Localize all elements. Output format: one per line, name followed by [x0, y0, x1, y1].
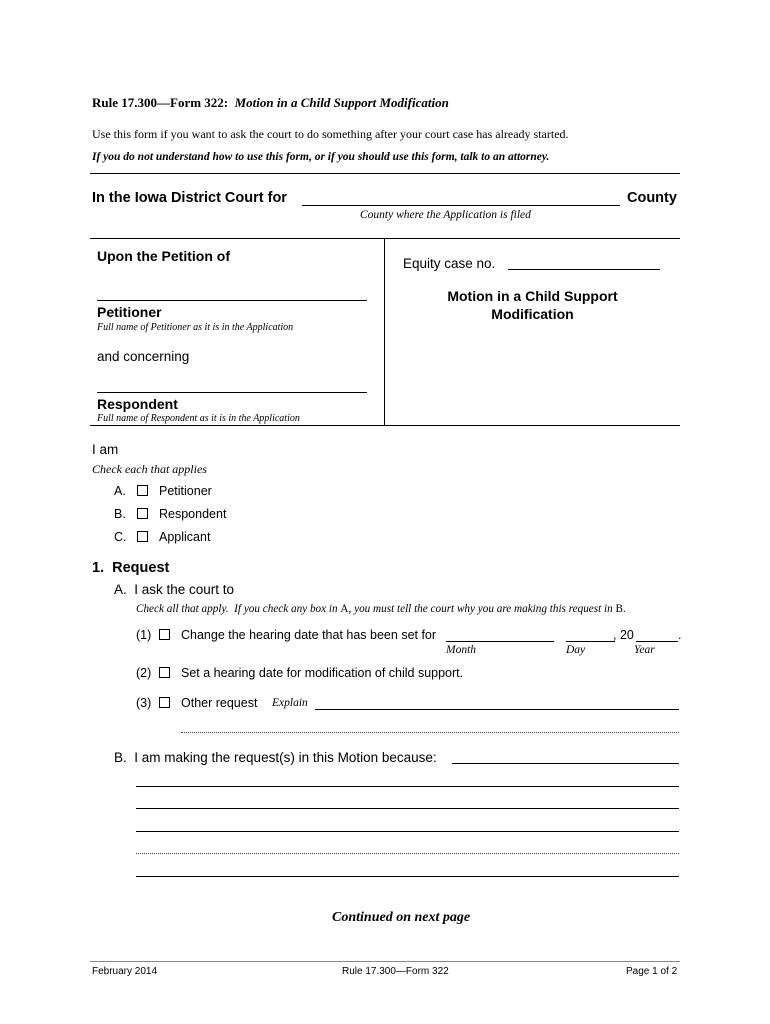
- explain-field-line-2[interactable]: [181, 732, 679, 733]
- hearing-year-field[interactable]: [636, 641, 678, 642]
- request-a-label: A. I ask the court to: [114, 582, 235, 597]
- reason-line-6[interactable]: [136, 876, 679, 877]
- reason-line-5[interactable]: [136, 853, 679, 854]
- footer-rule: [90, 961, 680, 962]
- respondent-label: Respondent: [97, 396, 178, 412]
- rule-number: Rule 17.300—Form 322:: [92, 95, 229, 110]
- reason-field[interactable]: [452, 763, 679, 764]
- explain-hint: Explain: [272, 697, 308, 709]
- petitioner-checkbox[interactable]: [137, 485, 148, 496]
- hearing-day-field[interactable]: [566, 641, 615, 642]
- month-hint: Month: [446, 644, 477, 656]
- request-item-2-num: (2): [136, 666, 152, 680]
- request-item-1-num: (1): [136, 628, 152, 642]
- reason-line-4[interactable]: [136, 831, 679, 832]
- petitioner-hint: Full name of Petitioner as it is in the Application: [97, 322, 294, 333]
- respondent-hint: Full name of Respondent as it is in the Application: [97, 413, 300, 424]
- caption-divider: [384, 238, 385, 425]
- date-end: .: [678, 628, 682, 642]
- county-hint: County where the Application is filed: [360, 209, 531, 221]
- request-item-3-num: (3): [136, 696, 152, 710]
- other-request-label: Other request: [181, 696, 258, 710]
- county-suffix: County: [627, 190, 677, 206]
- equity-case-field[interactable]: [508, 269, 660, 270]
- petition-of-label: Upon the Petition of: [97, 248, 230, 264]
- respondent-option-label: Respondent: [159, 507, 227, 521]
- request-heading: 1. Request: [92, 560, 170, 576]
- header-rule: [90, 173, 680, 174]
- footer-form-number: Rule 17.300—Form 322: [342, 966, 449, 977]
- applicant-checkbox[interactable]: [137, 531, 148, 542]
- option-letter-c: C.: [114, 530, 127, 544]
- caption-top-rule: [90, 238, 680, 239]
- form-title: Motion in a Child Support Modification: [234, 95, 449, 110]
- footer-date: February 2014: [92, 966, 158, 977]
- option-letter-a: A.: [114, 484, 126, 498]
- i-am-label: I am: [92, 442, 119, 457]
- document-title-line1: Motion in a Child Support: [447, 288, 618, 304]
- petitioner-label: Petitioner: [97, 304, 162, 320]
- footer-page-number: Page 1 of 2: [626, 966, 678, 977]
- request-a-hint: Check all that apply. If you check any box in A, you must tell the court why you are making this request in B.: [136, 603, 626, 615]
- document-title: [420, 287, 645, 323]
- year-hint: Year: [634, 644, 655, 656]
- hearing-month-field[interactable]: [446, 641, 554, 642]
- form-header: [92, 95, 449, 111]
- court-label: In the Iowa District Court for: [92, 190, 287, 206]
- applicant-option-label: Applicant: [159, 530, 211, 544]
- document-title-line2: Modification: [491, 306, 574, 322]
- respondent-field[interactable]: [97, 392, 367, 393]
- reason-line-3[interactable]: [136, 808, 679, 809]
- change-hearing-date-checkbox[interactable]: [159, 629, 170, 640]
- caption-bottom-rule: [90, 425, 680, 426]
- intro-text: Use this form if you want to ask the court to do something after your court case has already started.: [92, 127, 569, 141]
- explain-field[interactable]: [315, 709, 679, 710]
- i-am-hint: Check each that applies: [92, 462, 207, 476]
- continued-note: Continued on next page: [332, 910, 471, 925]
- attorney-warning: If you do not understand how to use this form, or if you should use this form, talk to an attorney.: [92, 151, 550, 163]
- day-hint: Day: [566, 644, 586, 656]
- equity-case-label: Equity case no.: [403, 256, 496, 271]
- set-hearing-date-label: Set a hearing date for modification of child support.: [181, 666, 464, 680]
- option-letter-b: B.: [114, 507, 126, 521]
- county-field[interactable]: [302, 205, 620, 206]
- and-concerning-label: and concerning: [97, 349, 190, 364]
- reason-line-2[interactable]: [136, 786, 679, 787]
- petitioner-field[interactable]: [97, 300, 367, 301]
- petitioner-option-label: Petitioner: [159, 484, 212, 498]
- respondent-checkbox[interactable]: [137, 508, 148, 519]
- set-hearing-date-checkbox[interactable]: [159, 667, 170, 678]
- date-separator: , 20: [613, 628, 634, 642]
- change-hearing-date-label: Change the hearing date that has been set for: [181, 628, 437, 642]
- request-b-label: B. I am making the request(s) in this Motion because:: [114, 750, 437, 765]
- other-request-checkbox[interactable]: [159, 697, 170, 708]
